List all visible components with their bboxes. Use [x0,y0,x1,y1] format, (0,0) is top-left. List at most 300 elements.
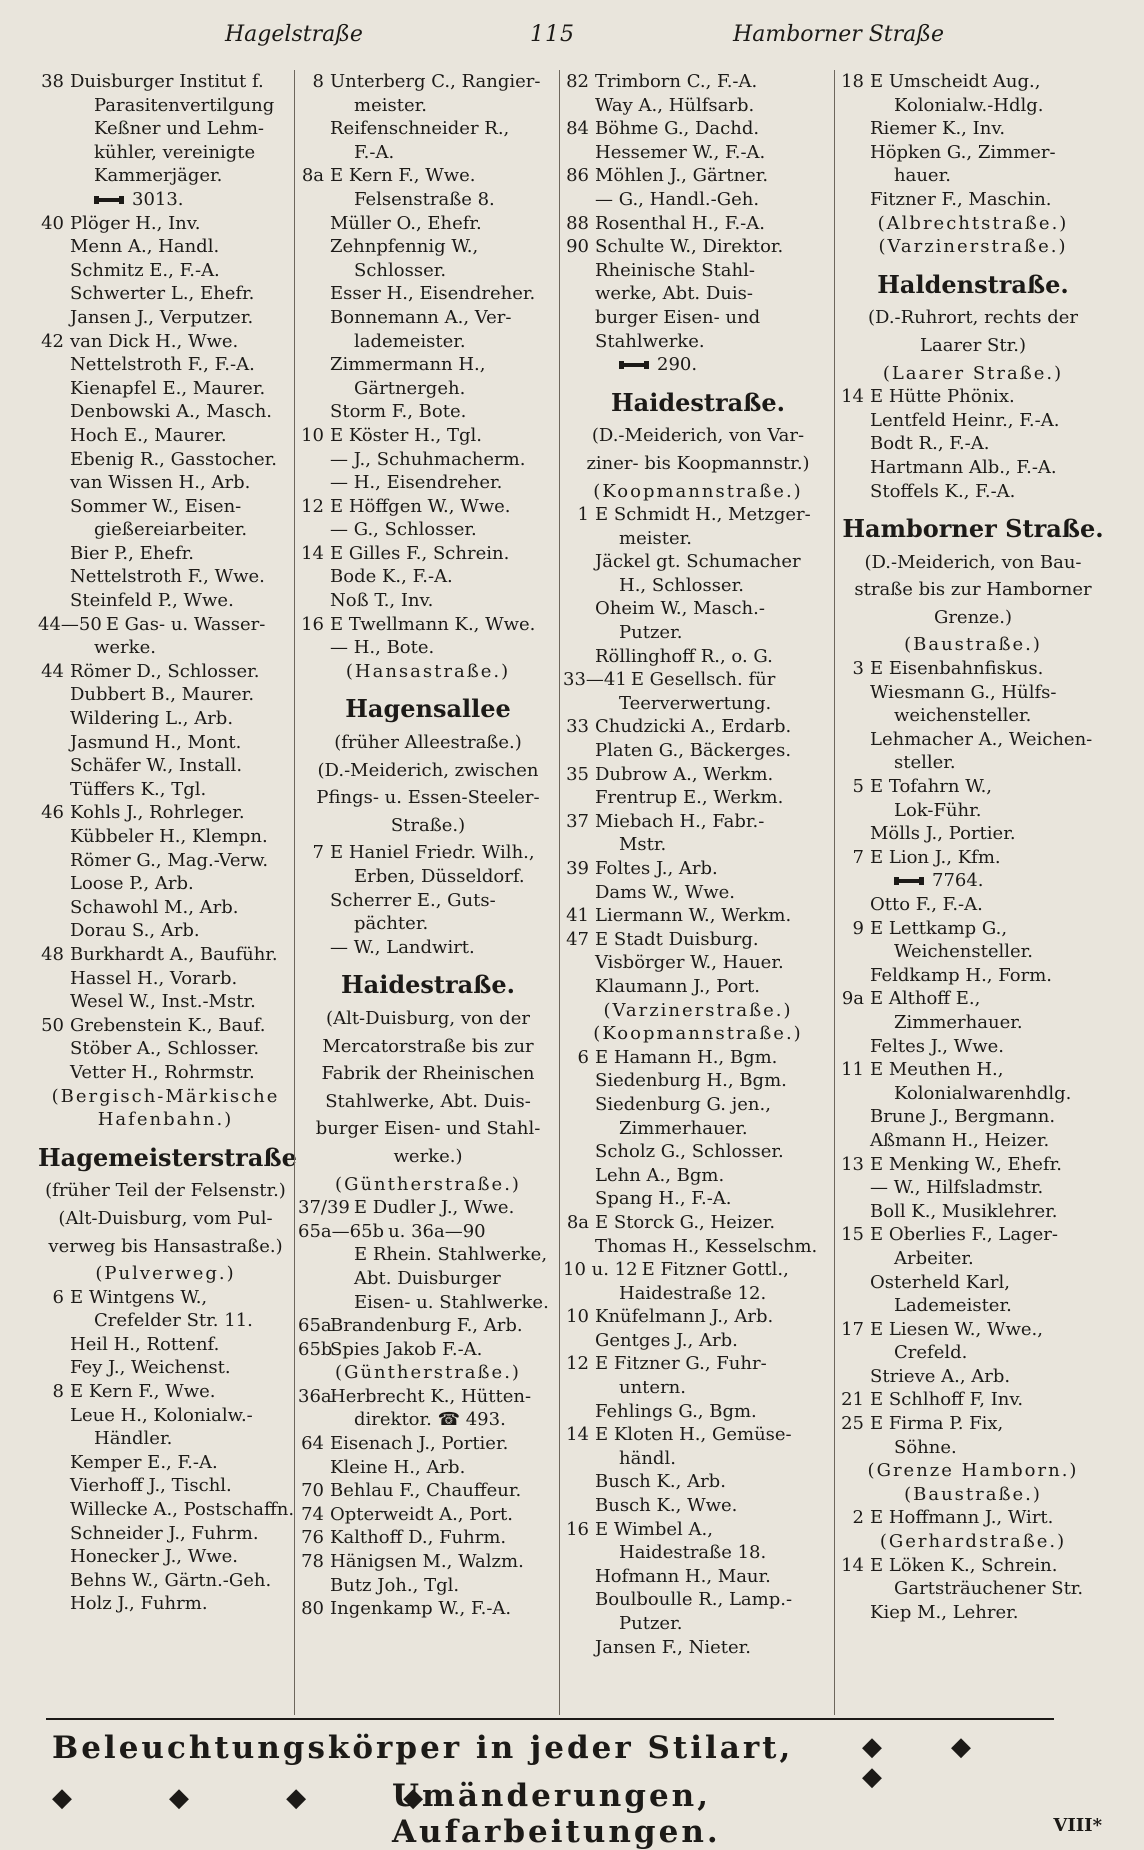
resident-entry: Feltes J., Wwe. [870,1035,1005,1057]
entry-continuation: Crefeld. [894,1342,968,1364]
house-number: 5 [852,776,864,798]
resident-name: E Twellmann K., Wwe. [330,613,536,635]
resident-entry: Scherrer E., Guts- [330,889,496,911]
directory-entry [298,1526,558,1550]
house-number: 44—50 [38,613,102,635]
cross-street-marker: (Hansastraße.) [345,660,511,682]
resident-entry: Noß T., Inv. [330,590,434,612]
directory-entry [298,424,558,448]
resident-name: Böhme G., Dachd. [595,118,760,140]
street-description: Straße.) [390,814,466,836]
house-number: 44 [41,660,64,682]
entry-continuation: Kammerjäger. [94,165,223,187]
resident-name: E Liesen W., Wwe., [870,1318,1043,1340]
ad-text-1: Beleuchtungskörper in jeder Stilart, [52,1730,794,1766]
house-number: 10 [301,424,324,446]
directory-entry [298,1220,558,1244]
house-number: 47 [566,928,589,950]
resident-entry: Boulboulle R., Lamp.- [595,1589,793,1611]
directory-entry [38,70,293,94]
entry-continuation: Erben, Düsseldorf. [354,866,525,887]
directory-entry [298,613,558,637]
entry-continuation: E Rhein. Stahlwerke, [354,1244,548,1266]
resident-entry: Honecker J., Wwe. [70,1546,239,1568]
directory-entry [563,1046,833,1070]
resident-entry: Schmitz E., F.-A. [70,259,220,281]
telephone-number: 290. [657,354,698,376]
street-description: verweg bis Hansastraße.) [48,1235,283,1257]
house-number: 16 [566,1518,589,1540]
resident-name: E Kern F., Wwe. [330,165,476,187]
resident-name: Kohls J., Rohrleger. [70,802,245,824]
column-2 [298,70,558,1715]
resident-entry: Schneider J., Fuhrm. [70,1522,259,1544]
house-number: 70 [301,1480,324,1502]
resident-entry: Röllinghoff R., o. G. [595,645,773,667]
directory-entry [838,917,1108,941]
directory-entry [563,1518,833,1542]
entry-continuation: Putzer. [619,622,683,644]
resident-name: E Kloten H., Gemüse- [595,1424,792,1446]
resident-entry: Bodt R., F.-A. [870,433,990,455]
entry-continuation: Gärtnergeh. [354,377,466,399]
entry-continuation: H., Schlosser. [619,574,744,596]
directory-entry [298,1432,558,1456]
ornament-diamonds-1: ◆ ◆ ◆ [862,1732,1002,1792]
house-number: 38 [41,71,64,92]
resident-entry: Müller O., Ehefr. [330,212,482,234]
resident-name: Duisburger Institut f. [70,71,264,92]
resident-name: u. 36a—90 [388,1220,486,1242]
resident-entry: Platen G., Bäckerges. [595,740,792,762]
house-number: 80 [301,1598,324,1620]
resident-entry: Gentges J., Arb. [595,1329,738,1351]
resident-name: Unterberg C., Rangier- [330,71,541,92]
resident-entry: Osterheld Karl, [870,1271,1010,1293]
street-description: (D.-Ruhrort, rechts der [868,307,1078,329]
resident-entry: Boll K., Musiklehrer. [870,1200,1058,1222]
resident-name: E Fitzner G., Fuhr- [595,1353,767,1375]
house-number: 37/39 [298,1197,350,1219]
resident-name: Grebenstein K., Bauf. [70,1014,266,1036]
resident-name: Behlau F., Chauffeur. [330,1480,522,1502]
entry-continuation: händl. [619,1447,676,1469]
resident-entry: van Wissen H., Arb. [70,472,251,494]
resident-entry: Hartmann Alb., F.-A. [870,456,1057,478]
house-number: 41 [566,905,589,927]
resident-entry: Nettelstroth F., Wwe. [70,566,265,588]
entry-continuation: Haidestraße 18. [619,1542,767,1564]
resident-entry: Kemper E., F.-A. [70,1451,218,1473]
resident-name: E Löken K., Schrein. [870,1554,1058,1576]
resident-entry: Holz J., Fuhrm. [70,1593,208,1615]
resident-entry: Busch K., Arb. [595,1471,726,1493]
telephone-icon [894,876,924,886]
resident-entry: Jansen F., Nieter. [595,1636,751,1658]
directory-entry [298,70,558,94]
resident-name: E Haniel Friedr. Wilh., [330,842,535,864]
resident-entry: Jasmund H., Mont. [70,731,242,753]
resident-entry: Stahlwerke. [595,330,705,352]
entry-continuation: meister. [619,527,692,549]
resident-entry: Frentrup E., Werkm. [595,787,784,809]
resident-name: van Dick H., Wwe. [70,330,239,352]
resident-entry: Dams W., Wwe. [595,881,735,903]
house-number: 12 [566,1353,589,1375]
cross-street-marker: (Baustraße.) [904,1483,1042,1505]
resident-entry: Zehnpfennig W., [330,236,479,258]
resident-entry: Scholz G., Schlosser. [595,1141,784,1163]
directory-entry [563,70,833,94]
header-left-street: Hagelstraße [225,22,363,47]
entry-continuation: Parasitenvertilgung [94,94,275,116]
house-number: 3 [852,658,864,680]
directory-entry [838,1506,1108,1530]
resident-name: Römer D., Schlosser. [70,660,260,682]
resident-entry: — H., Eisendreher. [330,472,503,494]
house-number: 65b [298,1338,333,1360]
directory-entry [838,1153,1108,1177]
resident-entry: — G., Schlosser. [330,519,477,541]
resident-entry: Strieve A., Arb. [870,1365,1011,1387]
resident-entry: Busch K., Wwe. [595,1495,738,1517]
directory-entry [838,1223,1108,1247]
resident-name: E Oberlies F., Lager- [870,1224,1058,1246]
house-number: 37 [566,810,589,832]
entry-continuation: Keßner und Lehm- [94,118,264,140]
resident-entry: Hessemer W., F.-A. [595,141,766,163]
directory-entry [298,1314,558,1338]
directory-entry [38,212,293,236]
resident-entry: Nettelstroth F., F.-A. [70,354,255,376]
resident-name: E Lion J., Kfm. [870,846,1001,868]
directory-entry [38,943,293,967]
resident-name: Miebach H., Fabr.- [595,810,765,832]
entry-continuation: gießereiarbeiter. [94,519,248,541]
cross-street-marker: Hafenbahn.) [97,1109,234,1131]
entry-continuation: Zimmerhauer. [619,1117,748,1139]
entry-continuation: lademeister. [354,330,466,352]
entry-continuation: hauer. [894,165,951,187]
resident-entry: Vierhoff J., Tischl. [70,1475,232,1497]
street-description: (D.-Meiderich, von Bau- [864,551,1082,573]
directory-entry [838,846,1108,870]
resident-entry: Schawohl M., Arb. [70,896,239,918]
cross-street-marker: (Güntherstraße.) [335,1362,521,1384]
resident-entry: Klaumann J., Port. [595,975,760,997]
column-4 [838,70,1108,1715]
resident-name: E Menking W., Ehefr. [870,1153,1062,1175]
directory-entry [838,657,1108,681]
entry-continuation: werke. [94,637,156,659]
house-number: 42 [41,330,64,352]
resident-entry: Butz Joh., Tgl. [330,1574,460,1596]
resident-entry: Menn A., Handl. [70,236,220,258]
street-description: (Alt-Duisburg, von der [326,1007,530,1029]
entry-continuation: Kolonialwarenhdlg. [894,1082,1072,1104]
house-number: 78 [301,1551,324,1573]
telephone-entry [838,869,1108,893]
resident-entry: Leue H., Kolonialw.- [70,1404,253,1426]
resident-name: E Gas- u. Wasser- [105,613,266,635]
directory-entry [298,495,558,519]
entry-continuation: meister. [354,94,427,116]
resident-entry: — W., Hilfsladmstr. [870,1177,1044,1199]
house-number: 65a [298,1315,332,1337]
house-number: 35 [566,763,589,785]
resident-entry: burger Eisen- und [595,306,761,328]
resident-name: E Meuthen H., [870,1059,1004,1081]
house-number: 8a [566,1211,589,1233]
cross-street-marker: (Güntherstraße.) [335,1173,521,1195]
entry-continuation: Schlosser. [354,259,447,281]
directory-entry [563,1305,833,1329]
entry-continuation: weichensteller. [894,705,1032,727]
house-number: 15 [841,1224,864,1246]
directory-entry [38,1380,293,1404]
resident-entry: Behns W., Gärtn.-Geh. [70,1569,272,1591]
resident-entry: Feldkamp H., Form. [870,964,1052,986]
entry-continuation: Händler. [94,1428,173,1450]
telephone-entry [38,188,293,212]
resident-name: E Wimbel A., [595,1518,713,1540]
column-1 [38,70,297,1715]
resident-entry: Zimmermann H., [330,354,486,376]
resident-entry: Lehmacher A., Weichen- [870,728,1093,750]
street-heading: Haidestraße. [610,387,786,417]
resident-name: Liermann W., Werkm. [595,905,792,927]
resident-entry: Reifenschneider R., [330,118,510,140]
resident-name: E Tofahrn W., [870,776,993,798]
street-description: Mercatorstraße bis zur [322,1035,534,1057]
resident-entry: Bier P., Ehefr. [70,542,194,564]
resident-name: E Umscheidt Aug., [870,71,1041,92]
resident-entry: Willecke A., Postschaffn. [70,1499,295,1521]
footer-rule [46,1718,1054,1720]
directory-entry [298,164,558,188]
entry-continuation: Putzer. [619,1613,683,1634]
house-number: 18 [841,71,864,92]
directory-entry [298,1385,558,1409]
resident-entry: Sommer W., Eisen- [70,495,242,517]
house-number: 50 [41,1014,64,1036]
resident-name: Dubrow A., Werkm. [595,763,774,785]
house-number: 6 [52,1286,64,1308]
entry-continuation: kühler, vereinigte [94,141,256,163]
resident-entry: werke, Abt. Duis- [595,283,753,305]
resident-name: Ingenkamp W., F.-A. [330,1598,512,1620]
house-number: 25 [841,1413,864,1435]
resident-name: Rosenthal H., F.-A. [595,212,765,234]
ornament-diamonds-2: ◆ ◆ ◆ ◆ [52,1783,468,1813]
house-number: 7 [312,842,324,864]
cross-street-marker: (Varzinerstraße.) [603,999,793,1021]
entry-continuation: Lademeister. [894,1295,1012,1317]
directory-entry [563,212,833,236]
resident-name: Opterweidt A., Port. [330,1503,514,1525]
resident-name: E Firma P. Fix, [870,1413,1004,1435]
directory-entry [298,841,558,865]
resident-name: E Dudler J., Wwe. [353,1197,515,1219]
resident-entry: Mölls J., Portier. [870,823,1016,845]
resident-entry: Wildering L., Arb. [70,708,234,730]
street-description: burger Eisen- und Stahl- [315,1118,541,1140]
resident-entry: Römer G., Mag.-Verw. [70,849,269,871]
column-3 [563,70,833,1715]
street-description: Grenze.) [933,606,1013,628]
resident-entry: Fitzner F., Maschin. [870,188,1052,210]
resident-entry: — J., Schuhmacherm. [330,448,526,470]
entry-continuation: pächter. [354,913,429,935]
resident-name: Trimborn C., F.-A. [595,71,758,92]
cross-street-marker: (Gerhardstraße.) [879,1531,1067,1553]
resident-name: E Hütte Phönix. [870,386,1015,408]
resident-entry: Kübbeler H., Klempn. [70,826,268,847]
entry-continuation: direktor. ☎ 493. [354,1409,506,1431]
street-description: Stahlwerke, Abt. Duis- [325,1090,531,1112]
resident-entry: Tüffers K., Tgl. [70,778,207,800]
telephone-entry [563,353,833,377]
entry-continuation: Weichensteller. [894,941,1033,963]
house-number: 8 [52,1381,64,1403]
telephone-icon [619,360,649,370]
house-number: 76 [301,1527,324,1549]
house-number: 16 [301,613,324,635]
directory-entry [38,660,293,684]
house-number: 14 [301,542,324,564]
resident-name: Herbrecht K., Hütten- [330,1385,532,1407]
resident-entry: Schäfer W., Install. [70,755,243,777]
entry-continuation: Teerverwertung. [619,692,772,714]
entry-continuation: F.-A. [354,141,395,163]
resident-name: Knüfelmann J., Arb. [595,1306,774,1328]
house-number: 11 [841,1059,864,1081]
resident-entry: Vetter H., Rohrmstr. [70,1061,255,1083]
resident-entry: Heil H., Rottenf. [70,1333,220,1355]
resident-entry: Jäckel gt. Schumacher [595,551,801,573]
resident-entry: Kleine H., Arb. [330,1456,466,1478]
entry-continuation: Crefelder Str. 11. [94,1310,253,1332]
resident-name: E Schlhoff F, Inv. [870,1389,1024,1411]
street-heading: Hagensallee [345,694,511,724]
directory-entry [298,1338,558,1362]
resident-entry: Aßmann H., Heizer. [870,1129,1050,1151]
telephone-icon [94,195,124,205]
resident-entry: Fey J., Weichenst. [70,1357,231,1379]
directory-entry [838,385,1108,409]
directory-entry [38,613,293,637]
house-number: 82 [566,71,589,92]
resident-entry: Esser H., Eisendreher. [330,283,536,305]
house-number: 6 [577,1046,589,1068]
house-number: 33 [566,716,589,738]
house-number: 13 [841,1153,864,1175]
resident-entry: Wiesmann G., Hülfs- [870,681,1057,703]
directory-entry [563,904,833,928]
directory-entry [563,668,833,692]
resident-name: Burkhardt A., Bauführ. [70,943,278,965]
resident-entry: Höpken G., Zimmer- [870,141,1056,163]
street-description: (Alt-Duisburg, vom Pul- [58,1207,273,1229]
resident-name: Kalthoff D., Fuhrm. [330,1527,507,1549]
directory-columns [38,70,1108,1715]
street-description: (D.-Meiderich, zwischen [317,759,539,781]
directory-entry [838,1412,1108,1436]
house-number: 21 [841,1389,864,1411]
resident-entry: Storm F., Bote. [330,401,467,423]
resident-entry: Rheinische Stahl- [595,259,755,281]
resident-entry: Stöber A., Schlosser. [70,1038,260,1060]
resident-entry: Bode K., F.-A. [330,566,453,588]
resident-entry: Hoch E., Maurer. [70,424,227,446]
resident-name: Spies Jakob F.-A. [330,1338,483,1360]
directory-entry [838,1058,1108,1082]
directory-entry [38,1286,293,1310]
entry-continuation: Kolonialw.-Hdlg. [894,94,1044,116]
directory-entry [298,542,558,566]
cross-street-marker: (Baustraße.) [904,634,1042,656]
resident-entry: — H., Bote. [330,637,435,659]
house-number: 48 [41,943,64,965]
house-number: 84 [566,118,589,140]
house-number: 64 [301,1433,324,1455]
resident-name: E Hamann H., Bgm. [595,1046,778,1068]
resident-entry: Loose P., Arb. [70,873,194,895]
resident-entry: Riemer K., Inv. [870,118,1006,140]
resident-name: E Storck G., Heizer. [595,1211,776,1233]
directory-entry [838,775,1108,799]
house-number: 39 [566,858,589,879]
resident-entry: Spang H., F.-A. [595,1188,732,1210]
directory-entry [563,1258,833,1282]
entry-continuation: Eisen- u. Stahlwerke. [354,1291,549,1313]
house-number: 86 [566,165,589,187]
running-head [40,22,1104,56]
cross-street-marker: (Laarer Straße.) [882,362,1064,384]
directory-entry [838,987,1108,1011]
resident-entry: Siedenburg H., Bgm. [595,1070,787,1092]
entry-continuation: Haidestraße 12. [619,1282,767,1304]
directory-entry [563,1423,833,1447]
house-number: 8a [301,165,324,187]
resident-entry: Siedenburg G. jen., [595,1093,771,1115]
directory-entry [838,1318,1108,1342]
resident-entry: Hofmann H., Maur. [595,1565,771,1587]
resident-name: E Eisenbahnfiskus. [870,658,1044,680]
house-number: 9a [841,988,864,1010]
street-heading: Hagemeisterstraße [38,1142,297,1172]
advertisement-line-2 [52,1778,1052,1850]
resident-name: E Wintgens W., [70,1286,208,1308]
resident-name: E Fitzner Gottl., [641,1259,789,1281]
entry-continuation: steller. [894,752,956,774]
house-number: 14 [841,386,864,408]
directory-entry [838,1554,1108,1578]
house-number: 2 [852,1507,864,1529]
resident-name: Möhlen J., Gärtner. [595,165,769,187]
directory-entry [563,857,833,881]
entry-continuation: Mstr. [619,834,667,856]
resident-entry: Otto F., F.-A. [870,894,983,915]
resident-entry: Brune J., Bergmann. [870,1106,1056,1128]
resident-entry: Wesel W., Inst.-Mstr. [70,991,256,1013]
street-description: werke.) [393,1145,463,1167]
directory-entry [563,715,833,739]
resident-name: E Lettkamp G., [870,917,1008,939]
resident-name: E Althoff E., [870,988,981,1010]
entry-continuation: Arbeiter. [894,1247,974,1269]
advertisement-line-1 [52,1730,1052,1792]
